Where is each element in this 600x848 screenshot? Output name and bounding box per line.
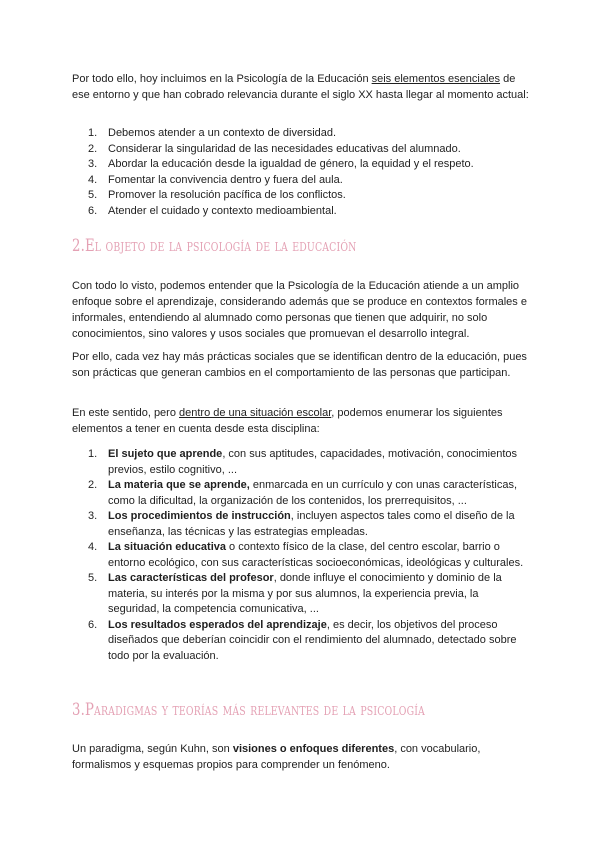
paragraph-bold: visiones o enfoques diferentes	[232, 743, 395, 755]
paragraph-text-continued: , podemos enumerar los siguientes elementos a tener en cuenta desde esta disciplina:	[72, 407, 503, 435]
list-item	[88, 173, 528, 189]
list-item-text: , con sus aptitudes, capacidades, motivación, conocimientos previos, estilo cognitivo, ...	[108, 448, 518, 476]
paragraph-text: Un paradigma, según Kuhn, son	[72, 743, 233, 755]
list-item-text: , donde influye el conocimiento y dominio de la materia, su interés por la misma y por sus alumnos, la experiencia previa, la seguridad, la competencia comunicativa, ...	[108, 572, 502, 615]
list-item-text: Atender el cuidado y contexto medioambiental.	[108, 204, 337, 217]
list-item	[88, 509, 528, 540]
list-item-text: , incluyen aspectos tales como el diseño de la enseñanza, las técnicas y las estrategias empleadas.	[108, 510, 515, 538]
list-item	[88, 188, 528, 204]
paragraph-text-continued: , con vocabulario, formalismos y esquemas propios para comprender un fenómeno.	[72, 743, 481, 771]
section-2-heading: 2.El objeto de la psicología de la educación	[72, 236, 357, 256]
list-item	[88, 142, 528, 158]
list-number: 3.	[88, 510, 98, 522]
list-item-text: Fomentar la convivencia dentro y fuera del aula.	[108, 173, 343, 186]
list-item-bold: El sujeto que aprende	[108, 448, 223, 460]
list-item-bold: Los resultados esperados del aprendizaje	[108, 618, 327, 631]
list-number: 4.	[88, 541, 98, 553]
list-number: 6.	[88, 618, 98, 631]
intro-paragraph	[72, 71, 532, 103]
list-item	[88, 447, 528, 478]
list-number: 1.	[88, 127, 98, 139]
intro-text: Por todo ello, hoy incluimos en la Psicología de la Educación	[72, 73, 372, 85]
list-item-text: Promover la resolución pacífica de los conflictos.	[108, 189, 346, 201]
list-item-bold: Las características del profesor	[108, 572, 274, 584]
section-3-paragraph-1	[72, 741, 532, 773]
list-number: 6.	[88, 204, 98, 217]
list-item-text: Debemos atender a un contexto de diversidad.	[108, 127, 337, 139]
list-item	[88, 618, 528, 665]
elements-list	[88, 447, 528, 664]
essentials-link[interactable]: seis elementos esenciales	[371, 73, 501, 85]
list-item-text: enmarcada en un currículo y con unas características, como la dificultad, la organización de los contenidos, los prerrequisitos, ...	[108, 479, 518, 507]
list-item	[88, 540, 528, 571]
list-number: 2.	[88, 142, 98, 155]
section-2-paragraph-3	[72, 405, 532, 437]
list-item	[88, 571, 528, 618]
school-situation-link[interactable]: dentro de una situación escolar	[179, 407, 332, 419]
list-item	[88, 204, 528, 220]
list-item-text: Abordar la educación desde la igualdad de género, la equidad y el respeto.	[108, 158, 474, 170]
paragraph-text: En este sentido, pero	[72, 407, 180, 419]
list-number: 5.	[88, 572, 98, 584]
section-3-heading: 3.Paradigmas y teorías más relevantes de la psicología	[72, 700, 425, 720]
list-number: 1.	[88, 448, 98, 460]
list-item-bold: Los procedimientos de instrucción	[108, 510, 291, 522]
list-item	[88, 478, 528, 509]
list-number: 2.	[88, 479, 98, 491]
intro-text-continued: de ese entorno y que han cobrado relevancia durante el siglo XX hasta llegar al momento actual:	[72, 73, 529, 101]
section-2-paragraph-2: Por ello, cada vez hay más prácticas sociales que se identifican dentro de la educación, pues son prácticas que generan cambios en el comportamiento de las personas que participan.	[72, 351, 527, 379]
list-item	[88, 157, 528, 173]
section-2-paragraph-1: Con todo lo visto, podemos entender que la Psicología de la Educación atiende a un amplio enfoque sobre el aprendizaje, considerando además que se produce en contextos formales e informales, entendiendo al alumnado como personas que tienen que adquirir, no solo conocimientos, sino valores y usos sociales que promuevan el desarrollo integral.	[72, 280, 527, 340]
essentials-list	[88, 126, 528, 219]
list-item-bold: La materia que se aprende,	[108, 479, 250, 491]
list-item-text: o contexto físico de la clase, del centro escolar, barrio o entorno ecológico, con sus características socioeconómicas, ideológicas y culturales.	[108, 541, 524, 569]
list-number: 4.	[88, 173, 98, 186]
list-item-bold: La situación educativa	[108, 541, 226, 553]
list-number: 5.	[88, 189, 98, 201]
list-item-text: , es decir, los objetivos del proceso diseñados que deberían coincidir con el rendimiento del alumnado, detectado sobre todo por la evaluación.	[108, 618, 517, 662]
list-item	[88, 126, 528, 142]
list-number: 3.	[88, 158, 98, 170]
list-item-text: Considerar la singularidad de las necesidades educativas del alumnado.	[108, 142, 461, 155]
